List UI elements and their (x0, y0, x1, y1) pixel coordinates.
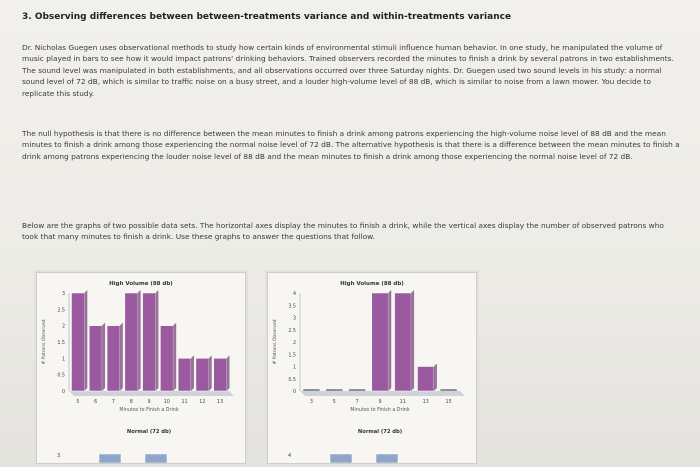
dataset-a-ytick: 2 (61, 324, 65, 330)
dataset-b-xtick: 9 (378, 400, 382, 405)
dataset-a-bar (71, 293, 84, 391)
dataset-a-xtick: 9 (147, 400, 151, 405)
dataset-b-ytick: 1.5 (288, 353, 296, 359)
dataset-a-ytick: 3 (61, 292, 65, 297)
dataset-a-xtick: 11 (181, 400, 188, 405)
dataset-b-bar-side (434, 364, 437, 392)
dataset-a-ytick: 2.5 (57, 308, 65, 314)
dataset-b-xtick: 3 (309, 400, 313, 405)
dataset-b-ytick: 3 (292, 316, 296, 322)
dataset-b-bar-side (388, 290, 391, 391)
dataset-b-bar (395, 293, 411, 391)
dataset-a-ytick: 0.5 (57, 373, 65, 379)
dataset-a-bar-side (209, 355, 212, 391)
dataset-b-xtick: 13 (422, 400, 429, 405)
dataset-a-bar-side (138, 290, 141, 391)
dataset-b-xtick: 11 (399, 400, 406, 405)
dataset-a-title: High Volume (88 db) (109, 281, 173, 287)
dataset-a-xlabel: Minutes to Finish a Drink (119, 408, 179, 413)
dataset-a-ytick: 1 (61, 357, 65, 363)
dataset-b-bar (349, 389, 365, 391)
dataset-b-ytick: 3.5 (288, 304, 296, 310)
dataset-a-xtick: 6 (94, 400, 98, 405)
dataset-a-second-bar (145, 454, 167, 463)
dataset-b-bar (417, 367, 433, 392)
dataset-b-xtick: 15 (445, 400, 452, 405)
dataset-a-xtick: 5 (76, 400, 80, 405)
dataset-b-floor (300, 391, 465, 396)
dataset-a-ytick: 1.5 (57, 341, 65, 346)
dataset-a-bar-side (84, 290, 87, 391)
dataset-a-xtick: 7 (111, 400, 115, 405)
dataset-b-xlabel: Minutes to Finish a Drink (350, 408, 410, 413)
dataset-a-xtick: 8 (129, 400, 133, 405)
dataset-b-ytick: 2.5 (288, 328, 296, 334)
dataset-a-panel (36, 272, 246, 464)
dataset-b-panel (267, 272, 477, 464)
dataset-b-second-ytick: 4 (288, 453, 292, 459)
dataset-b-xtick: 7 (355, 400, 359, 405)
dataset-a-second-bar (99, 454, 121, 463)
dataset-b-ytick: 4 (292, 292, 296, 297)
dataset-a-bar (214, 358, 227, 391)
hypothesis-description: The null hypothesis is that there is no difference between the mean minutes to finish a drink among patrons experiencing the high-volume noise level of 88 dB and the mean minutes to finish a drink among those experiencing the normal noise level of 72 dB. The alternative hypothesis is that there is a difference between the mean minutes to finish a drink among patrons experiencing the louder noise level of 88 dB and the mean minutes to finish a drink among those experiencing the normal noise level of 72 dB. (22, 129, 680, 161)
dataset-a-ylabel: # Patrons Observed (42, 319, 47, 365)
dataset-b-xtick: 5 (332, 400, 336, 405)
dataset-a-bar-side (227, 355, 230, 391)
dataset-a-bar-side (102, 323, 105, 391)
dataset-b-ytick: 0 (292, 390, 296, 395)
dataset-a-bar-side (120, 323, 123, 391)
dataset-a-xtick: 10 (163, 400, 170, 405)
dataset-a-second-ytick: 3 (57, 453, 61, 459)
dataset-b-ytick: 1 (292, 365, 296, 371)
dataset-a-chart (37, 273, 245, 463)
dataset-b-bar (440, 389, 456, 391)
study-description: Dr. Nicholas Guegen uses observational methods to study how certain kinds of environmental stimuli influence human behavior. In one study, he manipulated the volume of music played in bars to see how it would impact patrons' drinking behaviors. Trained observers recorded the minutes to finish a drink by several patrons in two establishments. The sound level was manipulated in both establishments, and all observations occurred over three Saturday nights. Dr. Guegen used two sound levels in his study: a normal sound level of 72 dB, which is similar to traffic noise on a busy street, and a louder high-volume level of 88 dB, which is similar to noise from a lawn mower. You decide to replicate this study. (22, 43, 674, 98)
dataset-a-ytick: 0 (61, 390, 65, 395)
dataset-b-bar-side (411, 290, 414, 391)
dataset-b-bar (372, 293, 388, 391)
dataset-b-second-title: Normal (72 db) (357, 429, 403, 435)
dataset-b-ylabel: # Patrons Observed (273, 319, 278, 365)
dataset-b-ytick: 2 (292, 341, 296, 346)
dataset-a-bar (178, 358, 191, 391)
graph-instructions: Below are the graphs of two possible data sets. The horizontal axes display the minutes to finish a drink, while the vertical axes display the number of observed patrons who took that many minutes to finish a drink. Use these graphs to answer the questions that follow. (22, 221, 664, 242)
dataset-a-bar (160, 326, 173, 391)
dataset-b-bar (326, 389, 342, 391)
dataset-b-bar (303, 389, 319, 391)
dataset-a-bar (125, 293, 138, 391)
dataset-a-second-title: Normal (72 db) (126, 429, 172, 435)
dataset-a-bar (107, 326, 120, 391)
dataset-a-bar-side (155, 290, 158, 391)
dataset-a-xtick: 12 (199, 400, 206, 405)
dataset-a-bar (143, 293, 156, 391)
dataset-b-second-bar (330, 454, 352, 463)
dataset-b-ytick: 0.5 (288, 377, 296, 383)
dataset-a-bar (196, 358, 209, 391)
dataset-a-bar-side (191, 355, 194, 391)
dataset-b-title: High Volume (88 db) (340, 281, 404, 287)
dataset-a-xtick: 13 (217, 400, 224, 405)
question-heading: 3. Observing differences between between-treatments variance and within-treatments variance (22, 12, 512, 22)
dataset-a-bar-side (173, 323, 176, 391)
dataset-b-second-bar (376, 454, 398, 463)
dataset-a-floor (69, 391, 234, 396)
dataset-b-chart (268, 273, 476, 463)
dataset-a-bar (89, 326, 102, 391)
